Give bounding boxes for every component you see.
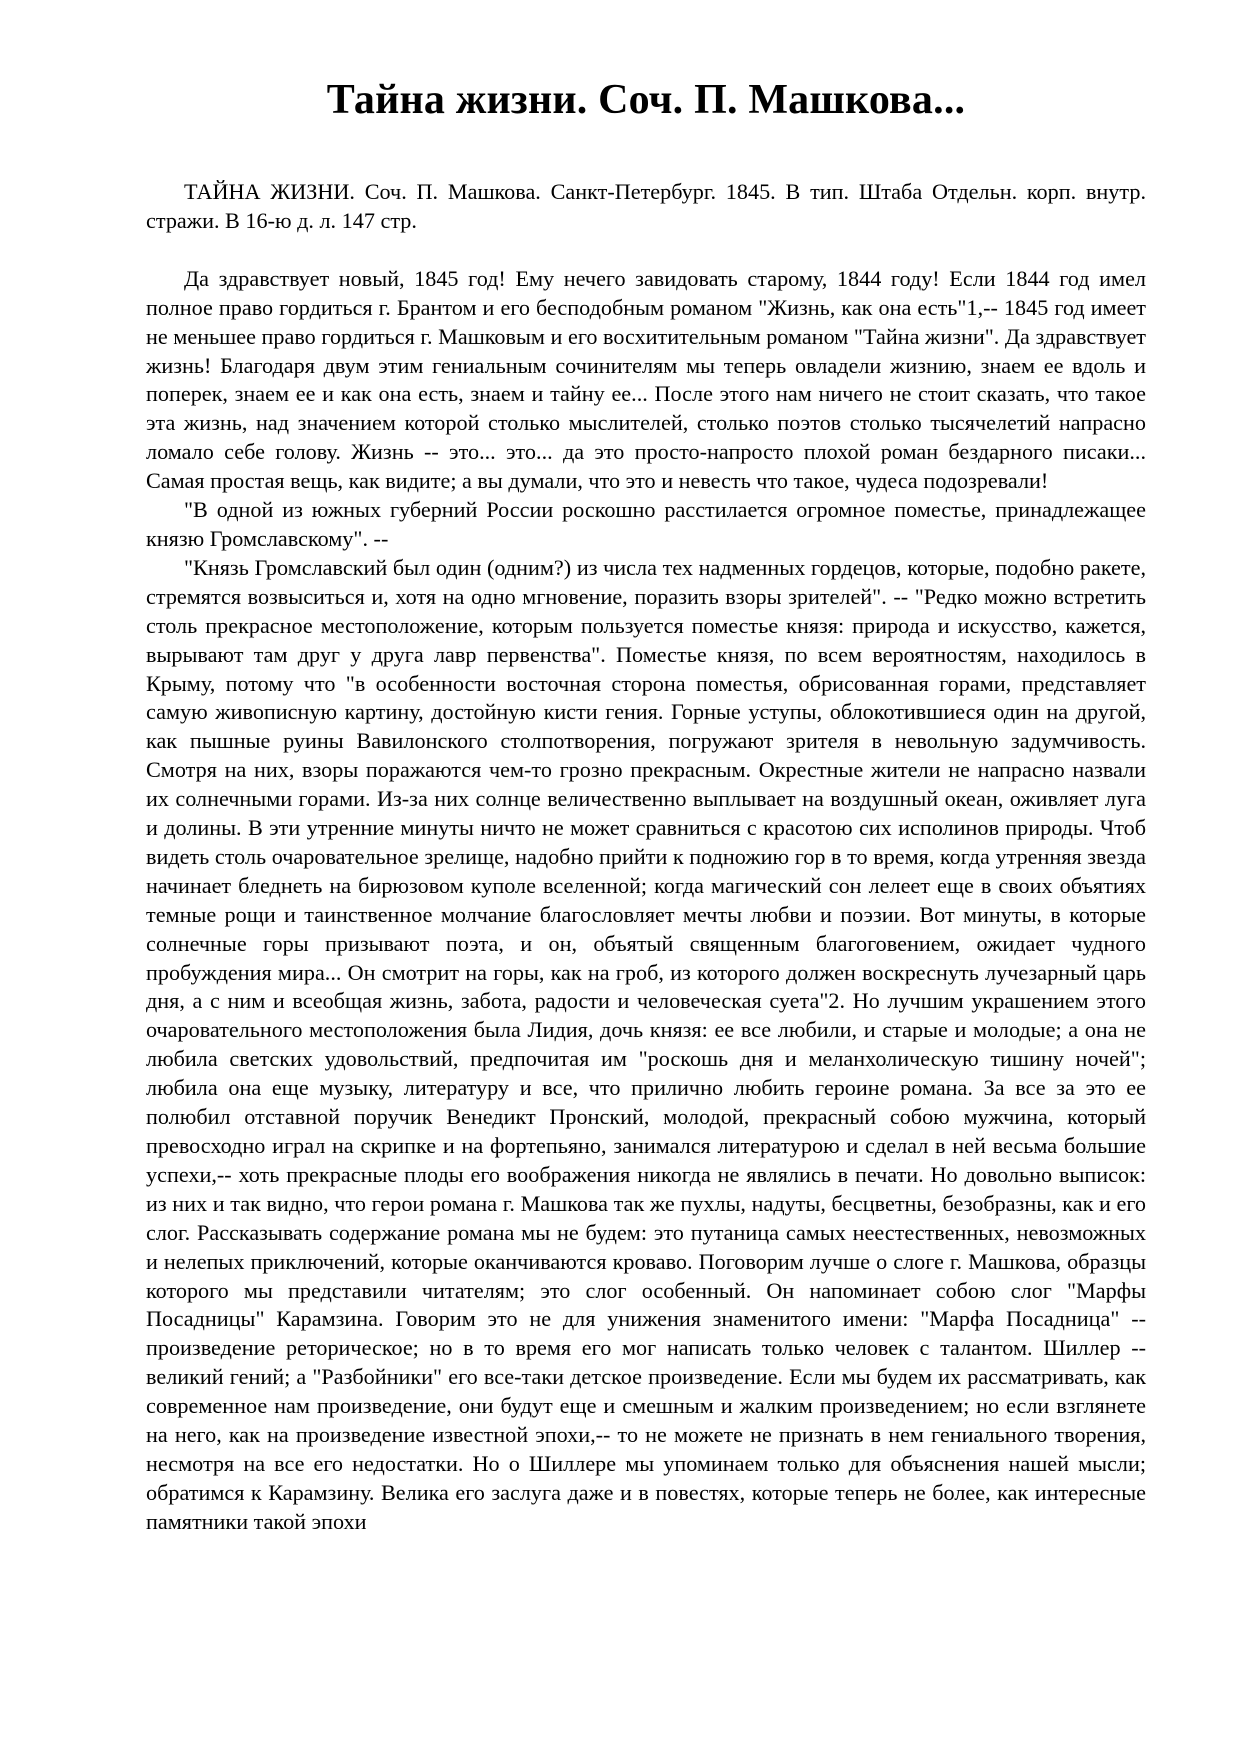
bibliographic-paragraph: ТАЙНА ЖИЗНИ. Соч. П. Машкова. Санкт-Петербург. 1845. В тип. Штаба Отдельн. корп. внутр. стражи. В 16-ю д. л. 147 стр. [146, 179, 1146, 233]
body-paragraph: "В одной из южных губерний России роскошно расстилается огромное поместье, принадлежащее князю Громславскому". -- [146, 497, 1146, 551]
document-body [146, 178, 1146, 1537]
document-title: Тайна жизни. Соч. П. Машкова... [326, 77, 966, 123]
body-paragraph: "Князь Громславский был один (одним?) из числа тех надменных гордецов, которые, подобно ракете, стремятся возвыситься и, хотя на одно мгновение, поразить взоры зрителей". -- "Редко можно встретить столь прекрасное местоположение, которым пользуется поместье князя: природа и искусство, кажется, вырывают там друг у друга лавр первенства". Поместье князя, по всем вероятностям, находилось в Крыму, потому что "в особенности восточная сторона поместья, обрисованная горами, представляет самую живописную картину, достойную кисти гения. Горные уступы, облокотившиеся один на другой, как пышные руины Вавилонского столпотворения, погружают зрителя в невольную задумчивость. Смотря на них, взоры поражаются чем-то грозно прекрасным. Окрестные жители не напрасно назвали их солнечными горами. Из-за них солнце величественно выплывает на воздушный океан, оживляет луга и долины. В эти утренние минуты ничто не может сравниться с красотою сих исполинов природы. Чтоб видеть столь очаровательное зрелище, надобно прийти к подножию гор в то время, когда утренняя звезда начинает бледнеть на бирюзовом куполе вселенной; когда магический сон лелеет еще в своих объятиях темные рощи и таинственное молчание благословляет мечты любви и поэзии. Вот минуты, в которые солнечные горы призывают поэта, и он, объятый священным благоговением, ожидает чудного пробуждения мира... Он смотрит на горы, как на гроб, из которого должен воскреснуть лучезарный царь дня, а с ним и всеобщая жизнь, забота, радости и человеческая суета"2. Но лучшим украшением этого очаровательного местоположения была Лидия, дочь князя: ее все любили, и старые и молодые; а она не любила светских удовольствий, предпочитая им "роскошь дня и меланхолическую тишину ночей"; любила она еще музыку, литературу и все, что прилично любить героине романа. За все за это ее полюбил отставной поручик Венедикт Пронский, молодой, прекрасный собою мужчина, который превосходно играл на скрипке и на фортепьяно, занимался литературою и сделал в ней весьма большие успехи,-- хоть прекрасные плоды его воображения никогда не являлись в печати. Но довольно выписок: из них и так видно, что герои романа г. Машкова так же пухлы, надуты, бесцветны, безобразны, как и его слог. Рассказывать содержание романа мы не будем: это путаница самых неестественных, невозможных и нелепых приключений, которые оканчиваются кроваво. Поговорим лучше о слоге г. Машкова, образцы которого мы представили читателям; это слог особенный. Он напоминает собою слог "Марфы Посадницы" Карамзина. Говорим это не для унижения знаменитого имени: "Марфа Посадница" -- произведение реторическое; но в то время его мог написать только человек с талантом. Шиллер -- великий гений; а "Разбойники" его все-таки детское произведение. Если мы будем их рассматривать, как современное нам произведение, они будут еще и смешным и жалким произведением; но если взглянете на него, как на произведение известной эпохи,-- то не можете не признать в нем гениального творения, несмотря на все его недостатки. Но о Шиллере мы упоминаем только для объяснения нашей мысли; обратимся к Карамзину. Велика его заслуга даже и в повестях, которые теперь не более, как интересные памятники такой эпохи [146, 554, 1146, 1534]
body-paragraph: Да здравствует новый, 1845 год! Ему нечего завидовать старому, 1844 году! Если 1844 год имел полное право гордиться г. Брантом и его бесподобным романом "Жизнь, как она есть"1,-- 1845 год имеет не меньшее право гордиться г. Машковым и его восхитительным романом "Тайна жизни". Да здравствует жизнь! Благодаря двум этим гениальным сочинителям мы теперь овладели жизнию, знаем ее вдоль и поперек, знаем ее и как она есть, знаем и тайну ее... После этого нам ничего не стоит сказать, что такое эта жизнь, над значением которой столько мыслителей, столько поэтов столько тысячелетий напрасно ломало себе голову. Жизнь -- это... это... да это просто-напросто плохой роман бездарного писаки... Самая простая вещь, как видите; а вы думали, что это и невесть что такое, чудеса подозревали! [146, 265, 1146, 494]
